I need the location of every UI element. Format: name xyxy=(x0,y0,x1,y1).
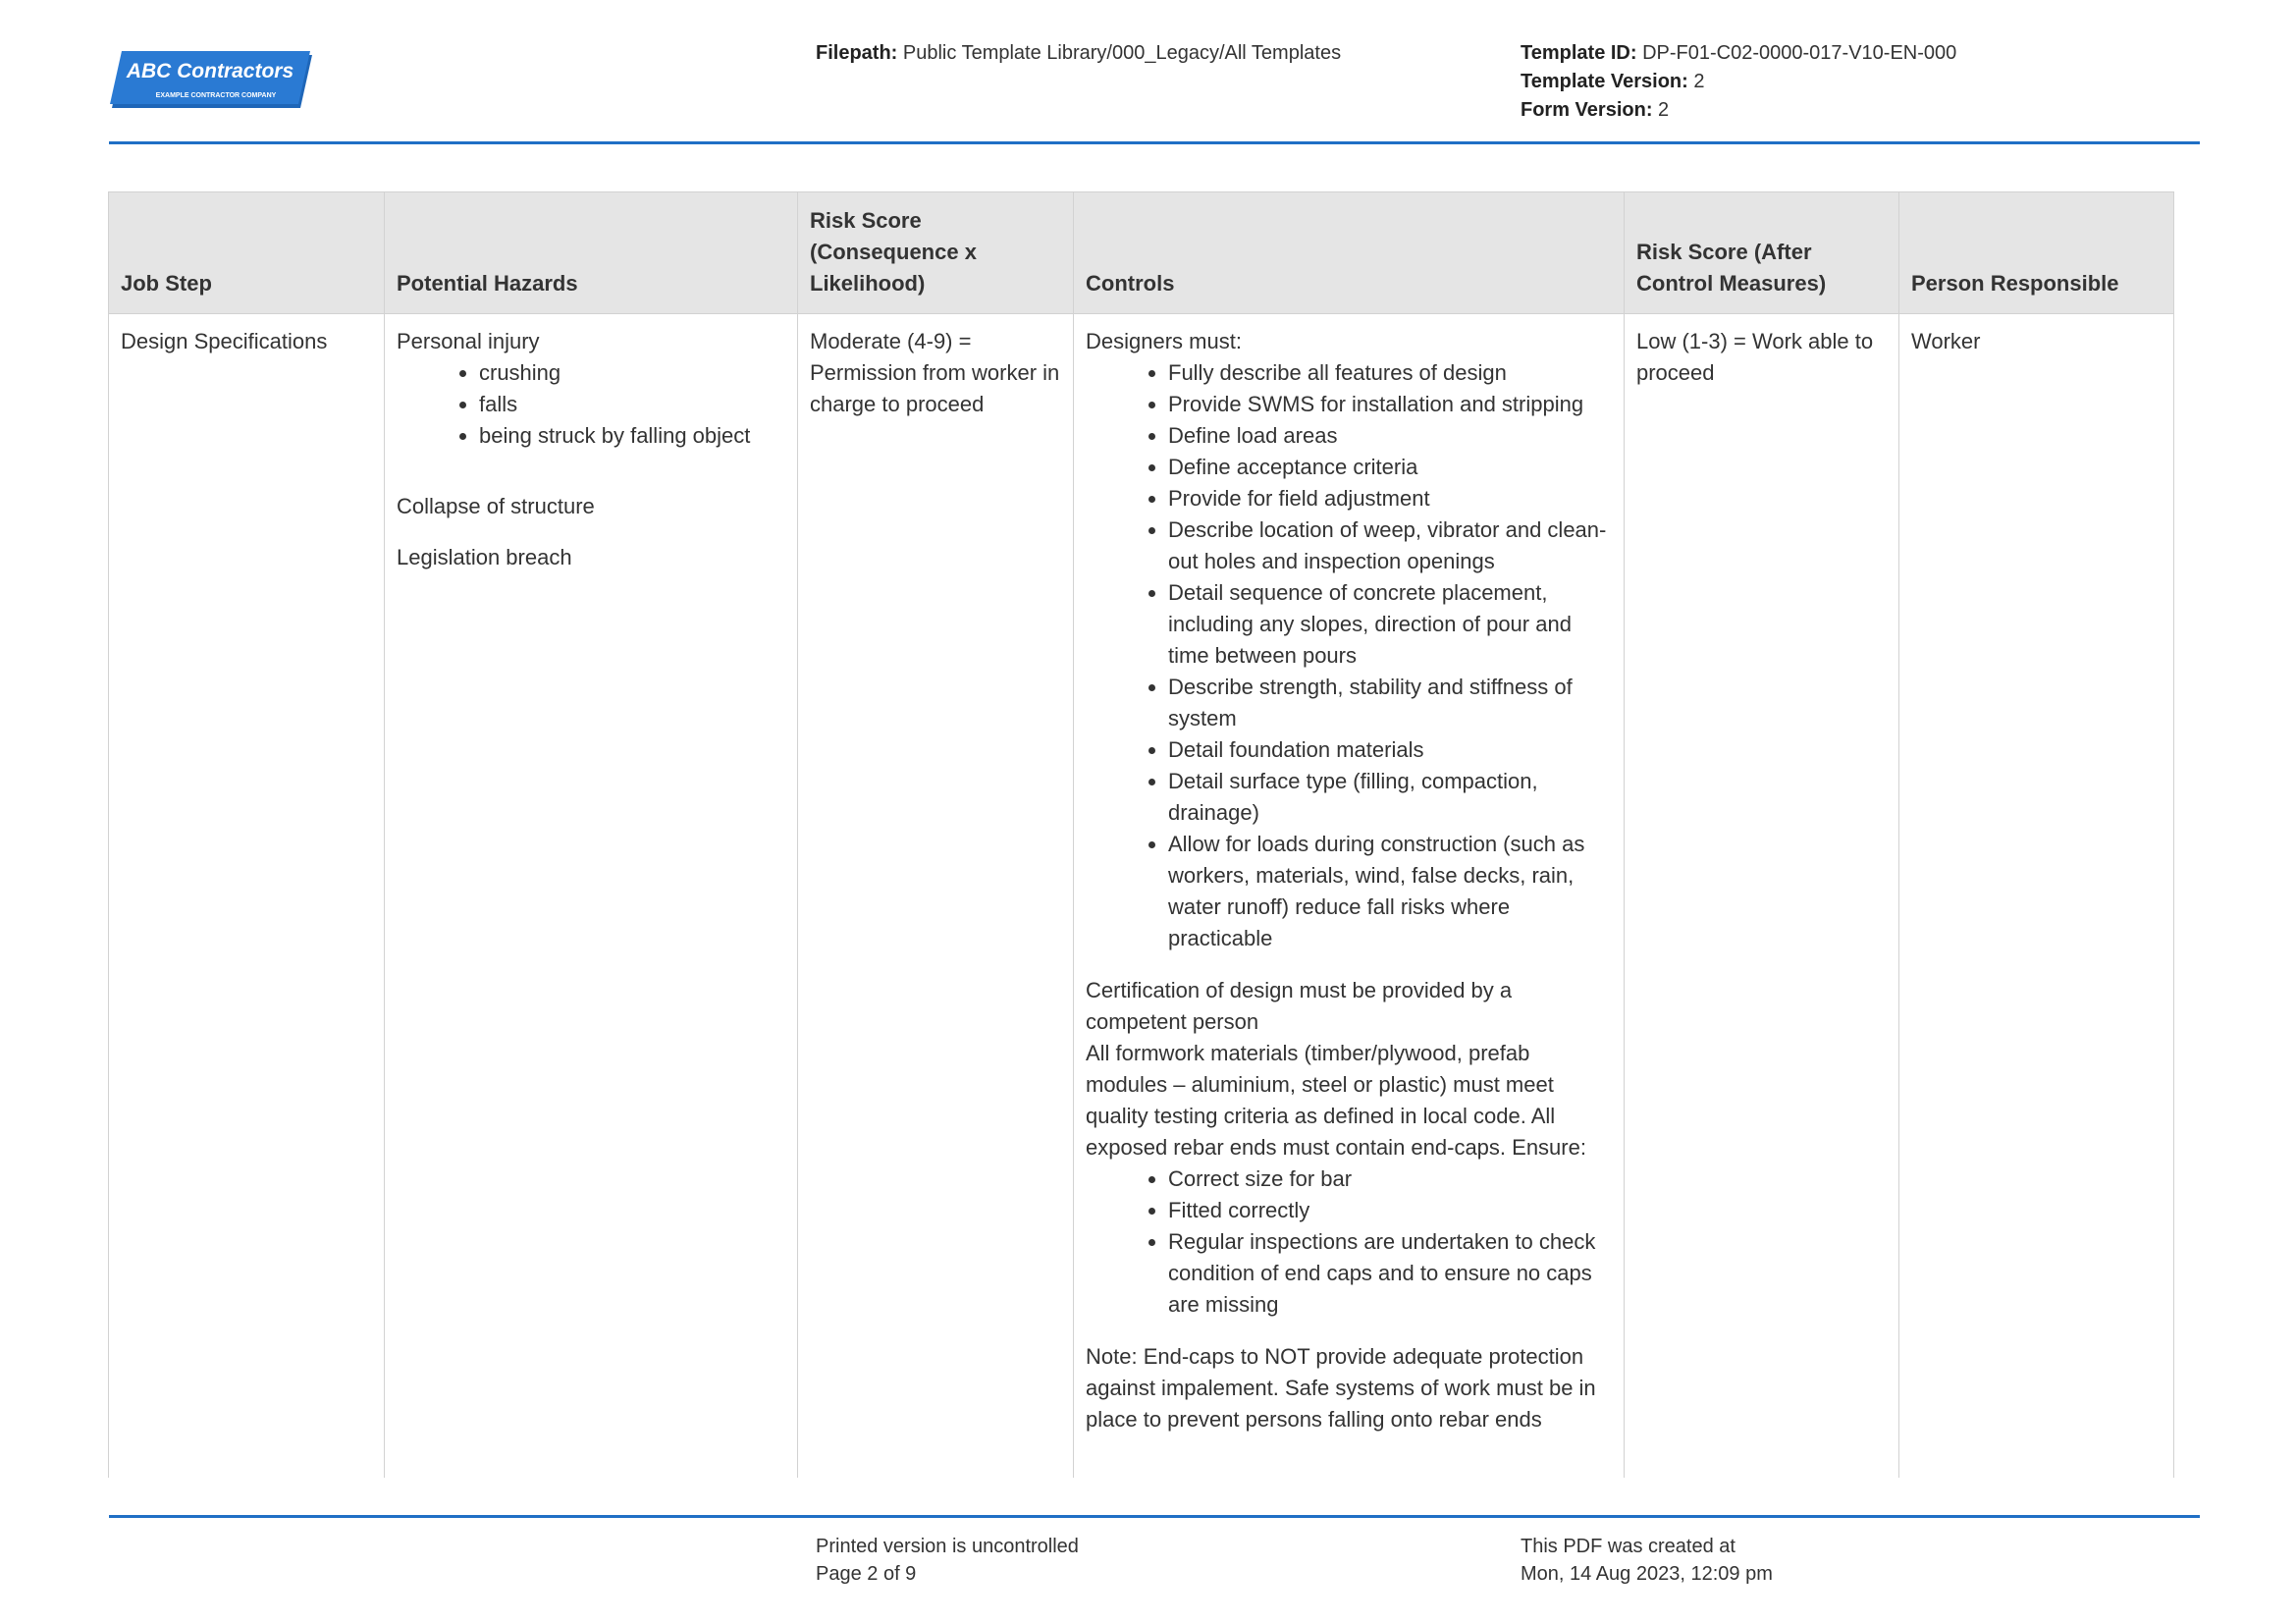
company-logo xyxy=(108,51,319,112)
endcap-item: • Correct size for bar xyxy=(1168,1163,1612,1195)
hazard-collapse: Collapse of structure xyxy=(397,494,595,518)
footer-right xyxy=(1521,1533,1773,1588)
logo-tagline: EXAMPLE CONTRACTOR COMPANY xyxy=(155,92,277,99)
filepath-value: Public Template Library/000_Legacy/All Templates xyxy=(902,42,1342,64)
cell-risk-score-after: Low (1-3) = Work able to proceed xyxy=(1625,314,1899,1479)
cell-risk-score: Moderate (4-9) = Permission from worker in charge to proceed xyxy=(798,314,1074,1479)
hazard-item: • falls xyxy=(479,389,785,420)
logo-badge xyxy=(108,51,319,112)
hazard-item: • crushing xyxy=(479,357,785,389)
control-item: • Detail surface type (filling, compaction, drainage) xyxy=(1168,766,1612,829)
footer-divider xyxy=(109,1515,2200,1518)
cell-person-responsible: Worker xyxy=(1899,314,2174,1479)
control-item: • Detail foundation materials xyxy=(1168,734,1612,766)
controls-list xyxy=(1086,357,1612,954)
hazard-list xyxy=(397,357,785,452)
form-version-value: 2 xyxy=(1658,99,1670,121)
header-template-meta xyxy=(1521,39,1956,125)
controls-note: Note: End-caps to NOT provide adequate protection against impalement. Safe systems of work must be in place to prevent persons falling onto rebar ends xyxy=(1086,1344,1596,1432)
control-item: • Provide for field adjustment xyxy=(1168,483,1612,514)
footer-left xyxy=(816,1533,1079,1588)
hazard-title: Personal injury xyxy=(397,329,540,353)
table-row xyxy=(109,314,2174,1479)
logo-name: ABC Contractors xyxy=(126,60,294,82)
control-item: • Define load areas xyxy=(1168,420,1612,452)
control-item: • Define acceptance criteria xyxy=(1168,452,1612,483)
template-id-line xyxy=(1521,39,1956,68)
hazard-item: • being struck by falling object xyxy=(479,420,785,452)
footer-page-number: Page 2 of 9 xyxy=(816,1563,917,1585)
filepath-label: Filepath: xyxy=(816,42,898,64)
control-item: • Allow for loads during construction (such as workers, materials, wind, false decks, rain, water runoff) reduce fall risks where practicable xyxy=(1168,829,1612,954)
header-filepath xyxy=(816,39,1341,68)
endcap-item: • Fitted correctly xyxy=(1168,1195,1612,1226)
risk-assessment-table xyxy=(108,191,2173,1478)
endcap-list xyxy=(1086,1163,1612,1321)
column-header-person-responsible: Person Responsible xyxy=(1899,192,2174,314)
form-version-label: Form Version: xyxy=(1521,99,1653,121)
column-header-controls: Controls xyxy=(1074,192,1625,314)
template-version-value: 2 xyxy=(1693,71,1705,92)
template-id-label: Template ID: xyxy=(1521,42,1637,64)
table-header-row xyxy=(109,192,2174,314)
column-header-risk-score-after: Risk Score (After Control Measures) xyxy=(1625,192,1899,314)
cell-controls xyxy=(1074,314,1625,1479)
control-item: • Detail sequence of concrete placement, including any slopes, direction of pour and time between pours xyxy=(1168,577,1612,672)
column-header-potential-hazards: Potential Hazards xyxy=(385,192,798,314)
template-version-line xyxy=(1521,68,1956,96)
template-version-label: Template Version: xyxy=(1521,71,1688,92)
hazard-legislation: Legislation breach xyxy=(397,545,572,569)
control-item: • Describe location of weep, vibrator and clean-out holes and inspection openings xyxy=(1168,514,1612,577)
endcap-item: • Regular inspections are undertaken to check condition of end caps and to ensure no caps are missing xyxy=(1168,1226,1612,1321)
form-version-line xyxy=(1521,96,1956,125)
column-header-risk-score: Risk Score (Consequence x Likelihood) xyxy=(798,192,1074,314)
controls-materials: All formwork materials (timber/plywood, prefab modules – aluminium, steel or plastic) must meet quality testing criteria as defined in local code. All exposed rebar ends must contain end-caps. Ensure: xyxy=(1086,1041,1586,1160)
controls-intro: Designers must: xyxy=(1086,329,1242,353)
cell-job-step: Design Specifications xyxy=(109,314,385,1479)
cell-potential-hazards xyxy=(385,314,798,1479)
footer-created-label: This PDF was created at xyxy=(1521,1536,1735,1557)
template-id-value: DP-F01-C02-0000-017-V10-EN-000 xyxy=(1642,42,1957,64)
column-header-job-step: Job Step xyxy=(109,192,385,314)
footer-created-timestamp: Mon, 14 Aug 2023, 12:09 pm xyxy=(1521,1563,1773,1585)
footer-uncontrolled-notice: Printed version is uncontrolled xyxy=(816,1536,1079,1557)
controls-certification: Certification of design must be provided by a competent person xyxy=(1086,978,1513,1034)
control-item: • Provide SWMS for installation and stripping xyxy=(1168,389,1612,420)
header-divider xyxy=(109,141,2200,144)
control-item: • Describe strength, stability and stiffness of system xyxy=(1168,672,1612,734)
control-item: • Fully describe all features of design xyxy=(1168,357,1612,389)
